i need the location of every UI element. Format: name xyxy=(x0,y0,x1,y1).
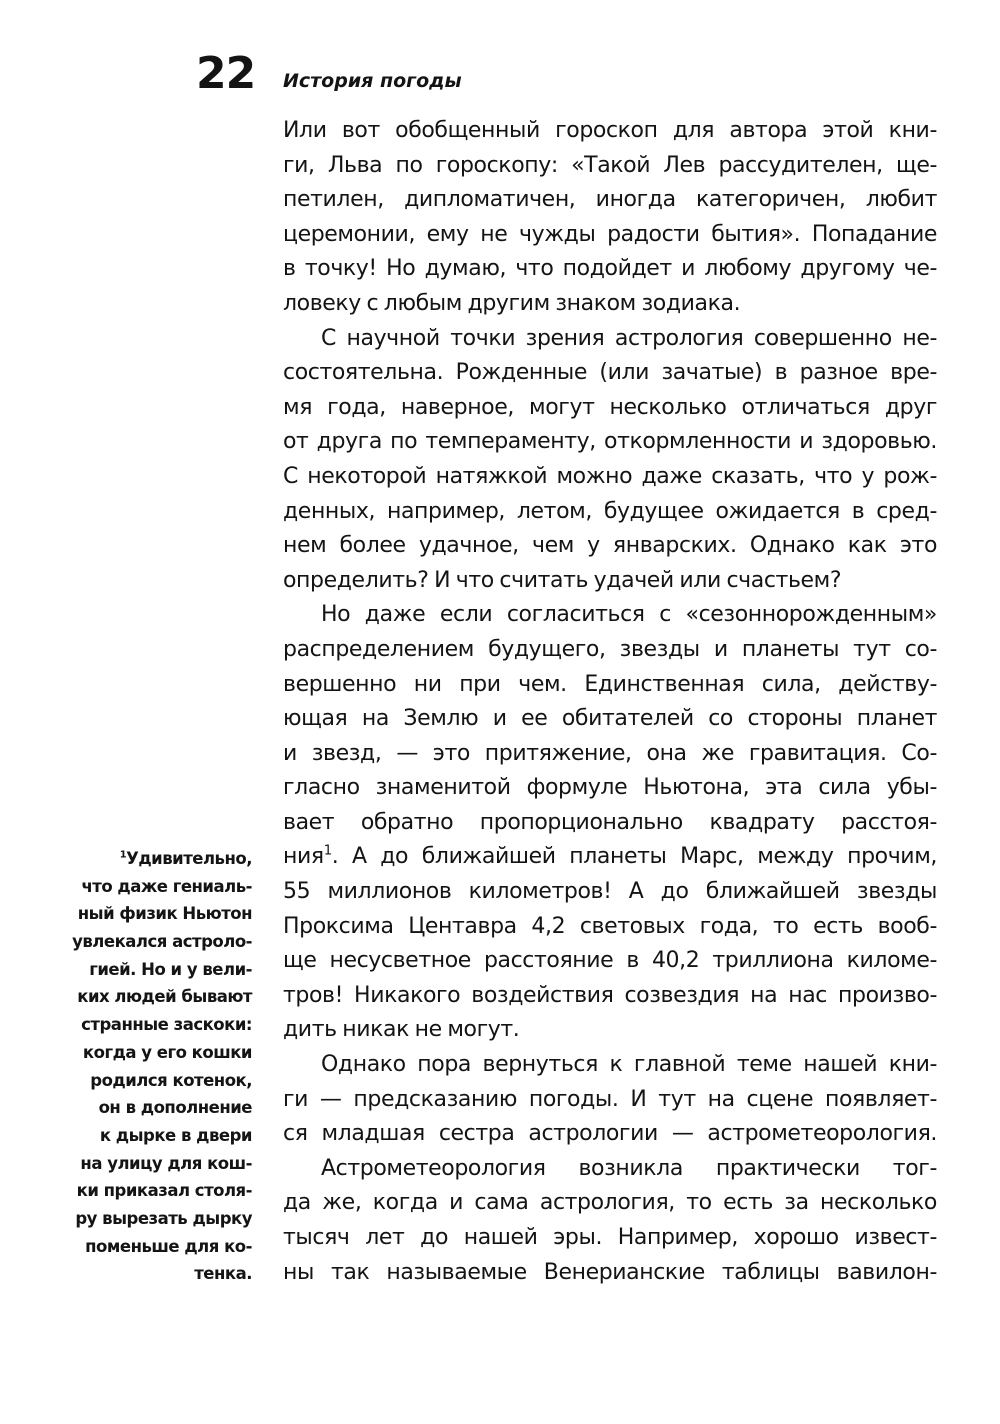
text-line: распределением будущего, звезды и планеты тут со- xyxy=(283,636,937,662)
footnote-line: поменьше для ко- xyxy=(85,1236,252,1256)
text-fragment: ния xyxy=(283,844,324,870)
text-line: дить никак не могут. xyxy=(283,1017,520,1043)
text-line: Проксима Центавра 4,2 световых года, то есть вооб- xyxy=(283,913,937,939)
text-line: денных, например, летом, будущее ожидается в сред- xyxy=(283,498,937,524)
text-line: С некоторой натяжкой можно даже сказать, что у рож- xyxy=(283,463,937,489)
text-line: ны так называемые Венерианские таблицы вавилон- xyxy=(283,1259,937,1285)
text-fragment: . А до ближайшей планеты Марс, между прочим, xyxy=(331,844,937,870)
footnote-number: 1 xyxy=(119,849,127,861)
text-line: да же, когда и сама астрология, то есть за несколько xyxy=(283,1190,937,1216)
text-line: ги — предсказанию погоды. И тут на сцене появляет- xyxy=(283,1086,937,1112)
text-line: ющая на Землю и ее обитателей со стороны планет xyxy=(283,706,937,732)
text-line: Астрометеорология возникла практически тог- xyxy=(321,1155,937,1181)
footnote-text: Удивительно, xyxy=(126,849,252,868)
text-line: гласно знаменитой формуле Ньютона, эта сила убы- xyxy=(283,775,937,801)
text-line: тров! Никакого воздействия созвездия на нас произво- xyxy=(283,982,937,1008)
text-line: тысяч лет до нашей эры. Например, хорошо извест- xyxy=(283,1225,937,1250)
footnote-line: ру вырезать дырку xyxy=(75,1208,252,1228)
footnote-line: он в дополнение xyxy=(98,1098,252,1118)
text-line: от друга по темпераменту, откормленности и здоровью. xyxy=(283,429,937,455)
text-line: вает обратно пропорционально квадрату расстоя- xyxy=(283,809,937,835)
text-line: ще несусветное расстояние в 40,2 триллиона киломе- xyxy=(283,948,937,974)
footnote-line: что даже гениаль- xyxy=(81,876,252,896)
text-line xyxy=(283,840,937,875)
footnote-line: тенка. xyxy=(194,1264,252,1284)
text-line: и звезд, — это притяжение, она же гравитация. Со- xyxy=(283,740,937,766)
footnote xyxy=(40,845,252,1288)
footnote-line: гией. Но и у вели- xyxy=(89,959,252,979)
text-line: ловеку с любым другим знаком зодиака. xyxy=(283,290,741,316)
text-line: мя года, наверное, могут несколько отличаться друг xyxy=(283,394,937,420)
footnote-line: ких людей бывают xyxy=(77,987,252,1007)
text-line: Но даже если согласиться с «сезоннорожденным» xyxy=(321,602,937,628)
text-line: Или вот обобщенный гороскоп для автора этой кни- xyxy=(283,118,937,143)
text-line: определить? И что считать удачей или счастьем? xyxy=(283,567,842,593)
text-line: церемонии, ему не чужды радости бытия». Попадание xyxy=(283,221,937,247)
footnote-line: увлекался астроло- xyxy=(72,932,252,952)
main-text xyxy=(283,114,937,1290)
text-line: ся младшая сестра астрологии — астрометеорология. xyxy=(283,1121,937,1147)
text-line: С научной точки зрения астрология совершенно не- xyxy=(321,325,937,351)
text-line: в точку! Но думаю, что подойдет и любому другому че- xyxy=(283,256,937,282)
text-line: состоятельна. Рожденные (или зачатые) в разное вре- xyxy=(283,360,937,386)
running-head: История погоды xyxy=(283,70,462,92)
text-line: вершенно ни при чем. Единственная сила, действу- xyxy=(283,671,937,697)
text-line: Однако пора вернуться к главной теме нашей кни- xyxy=(321,1052,937,1078)
footnote-line: странные заскоки: xyxy=(81,1015,252,1035)
footnote-line: ный физик Ньютон xyxy=(77,904,252,924)
footnote-line: к дырке в двери xyxy=(99,1125,252,1145)
footnote-line: родился котенок, xyxy=(90,1070,252,1090)
footnote-line xyxy=(40,845,252,873)
text-line: петилен, дипломатичен, иногда категоричен, любит xyxy=(283,187,937,213)
text-line: нем более удачное, чем у январских. Однако как это xyxy=(283,533,937,559)
text-line: 55 миллионов километров! А до ближайшей звезды xyxy=(283,879,937,905)
footnote-line: на улицу для кош- xyxy=(80,1153,252,1173)
footnote-marker[interactable]: 1 xyxy=(323,844,332,860)
page-number: 22 xyxy=(196,48,256,99)
footnote-line: когда у его кошки xyxy=(82,1042,252,1062)
text-line: ги, Льва по гороскопу: «Такой Лев рассудителен, ще- xyxy=(283,152,937,178)
footnote-line: ки приказал столя- xyxy=(76,1181,252,1201)
